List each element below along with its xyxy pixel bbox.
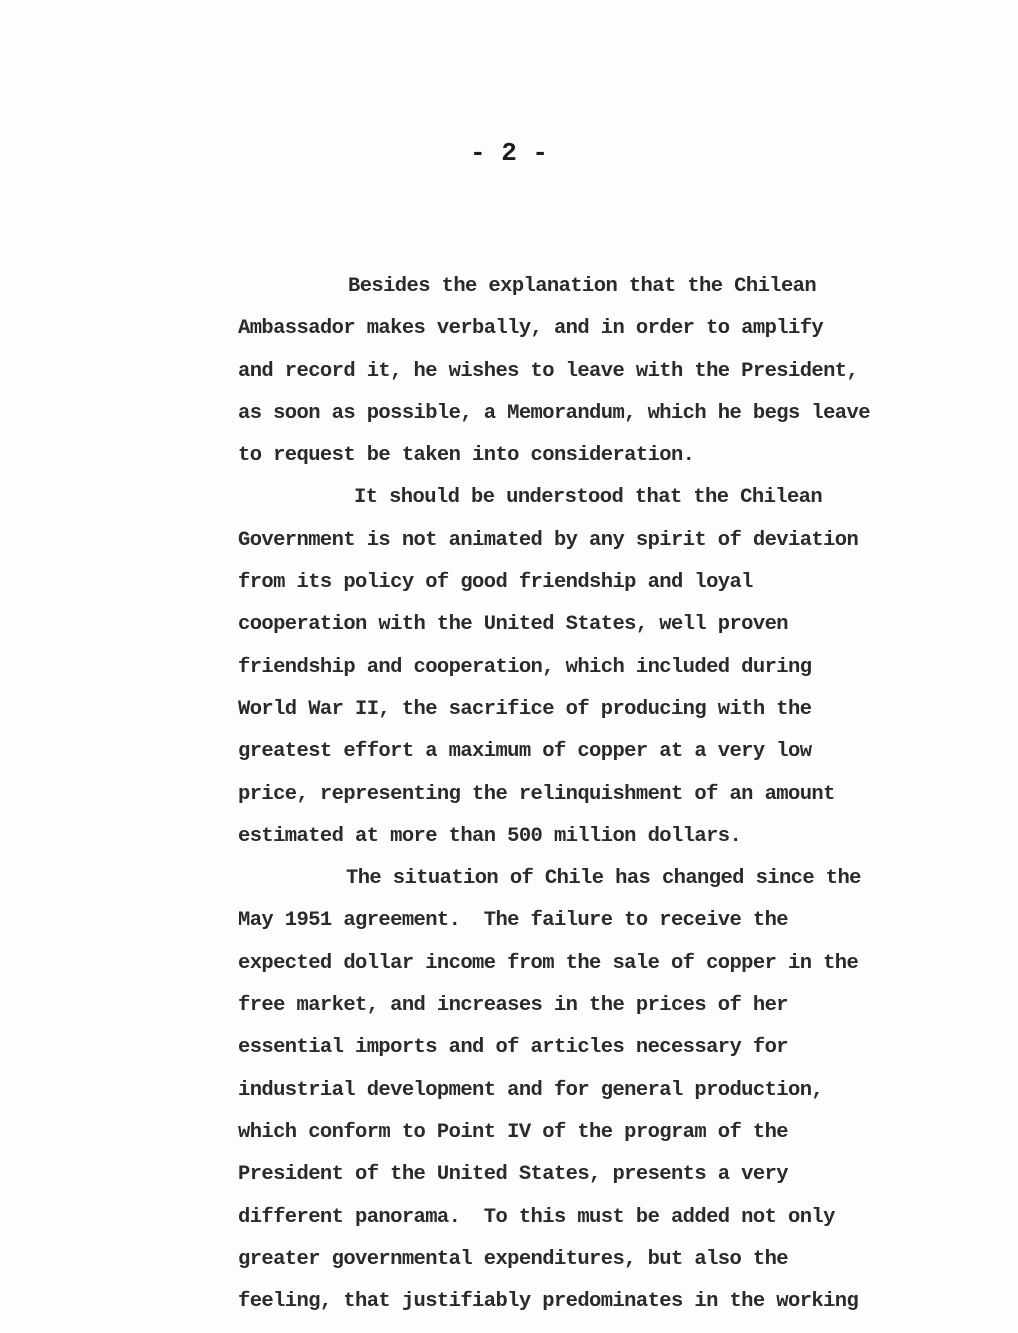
paragraph-2-line-2: Government is not animated by any spirit of deviation xyxy=(238,528,859,552)
paragraph-2-line-6: World War II, the sacrifice of producing with the xyxy=(238,697,812,721)
paragraph-2-line-9: estimated at more than 500 million dollars. xyxy=(238,824,742,848)
paragraph-3-line-4: free market, and increases in the prices of her xyxy=(238,994,788,1018)
paragraph-3-line-7: which conform to Point IV of the program of the xyxy=(238,1120,788,1144)
body-text xyxy=(238,266,870,1323)
paragraph-3-line-1: The situation of Chile has changed since the xyxy=(346,867,861,891)
paragraph-2-line-3: from its policy of good friendship and loyal xyxy=(238,571,753,595)
paragraph-3-line-9: different panorama. To this must be added not only xyxy=(238,1205,835,1229)
page-number: - 2 - xyxy=(469,138,548,168)
paragraph-3-line-5: essential imports and of articles necessary for xyxy=(238,1036,788,1060)
paragraph-3-line-10: greater governmental expenditures, but also the xyxy=(238,1247,788,1271)
paragraph-1-line-1: Besides the explanation that the Chilean xyxy=(348,275,817,298)
paragraph-2-line-5: friendship and cooperation, which included during xyxy=(238,655,812,679)
paragraph-1-line-3: and record it, he wishes to leave with the President, xyxy=(238,359,859,383)
paragraph-3-line-8: President of the United States, presents a very xyxy=(238,1163,788,1187)
paragraph-3-line-11: feeling, that justifiably predominates in the working xyxy=(238,1290,859,1314)
paragraph-2-line-8: price, representing the relinquishment of an amount xyxy=(238,782,835,806)
paragraph-1-line-4: as soon as possible, a Memorandum, which he begs leave xyxy=(238,401,870,425)
paragraph-3-line-3: expected dollar income from the sale of copper in the xyxy=(238,951,859,975)
paragraph-2-line-7: greatest effort a maximum of copper at a very low xyxy=(238,740,812,764)
paragraph-1-line-5: to request be taken into consideration. xyxy=(238,444,695,468)
paragraph-3-line-6: industrial development and for general production, xyxy=(238,1078,824,1102)
paragraph-2-line-4: cooperation with the United States, well proven xyxy=(238,613,788,637)
paragraph-3-line-2: May 1951 agreement. The failure to receive the xyxy=(238,909,788,933)
paragraph-2-line-1: It should be understood that the Chilean xyxy=(354,486,823,510)
paragraph-1-line-2: Ambassador makes verbally, and in order to amplify xyxy=(238,317,824,341)
